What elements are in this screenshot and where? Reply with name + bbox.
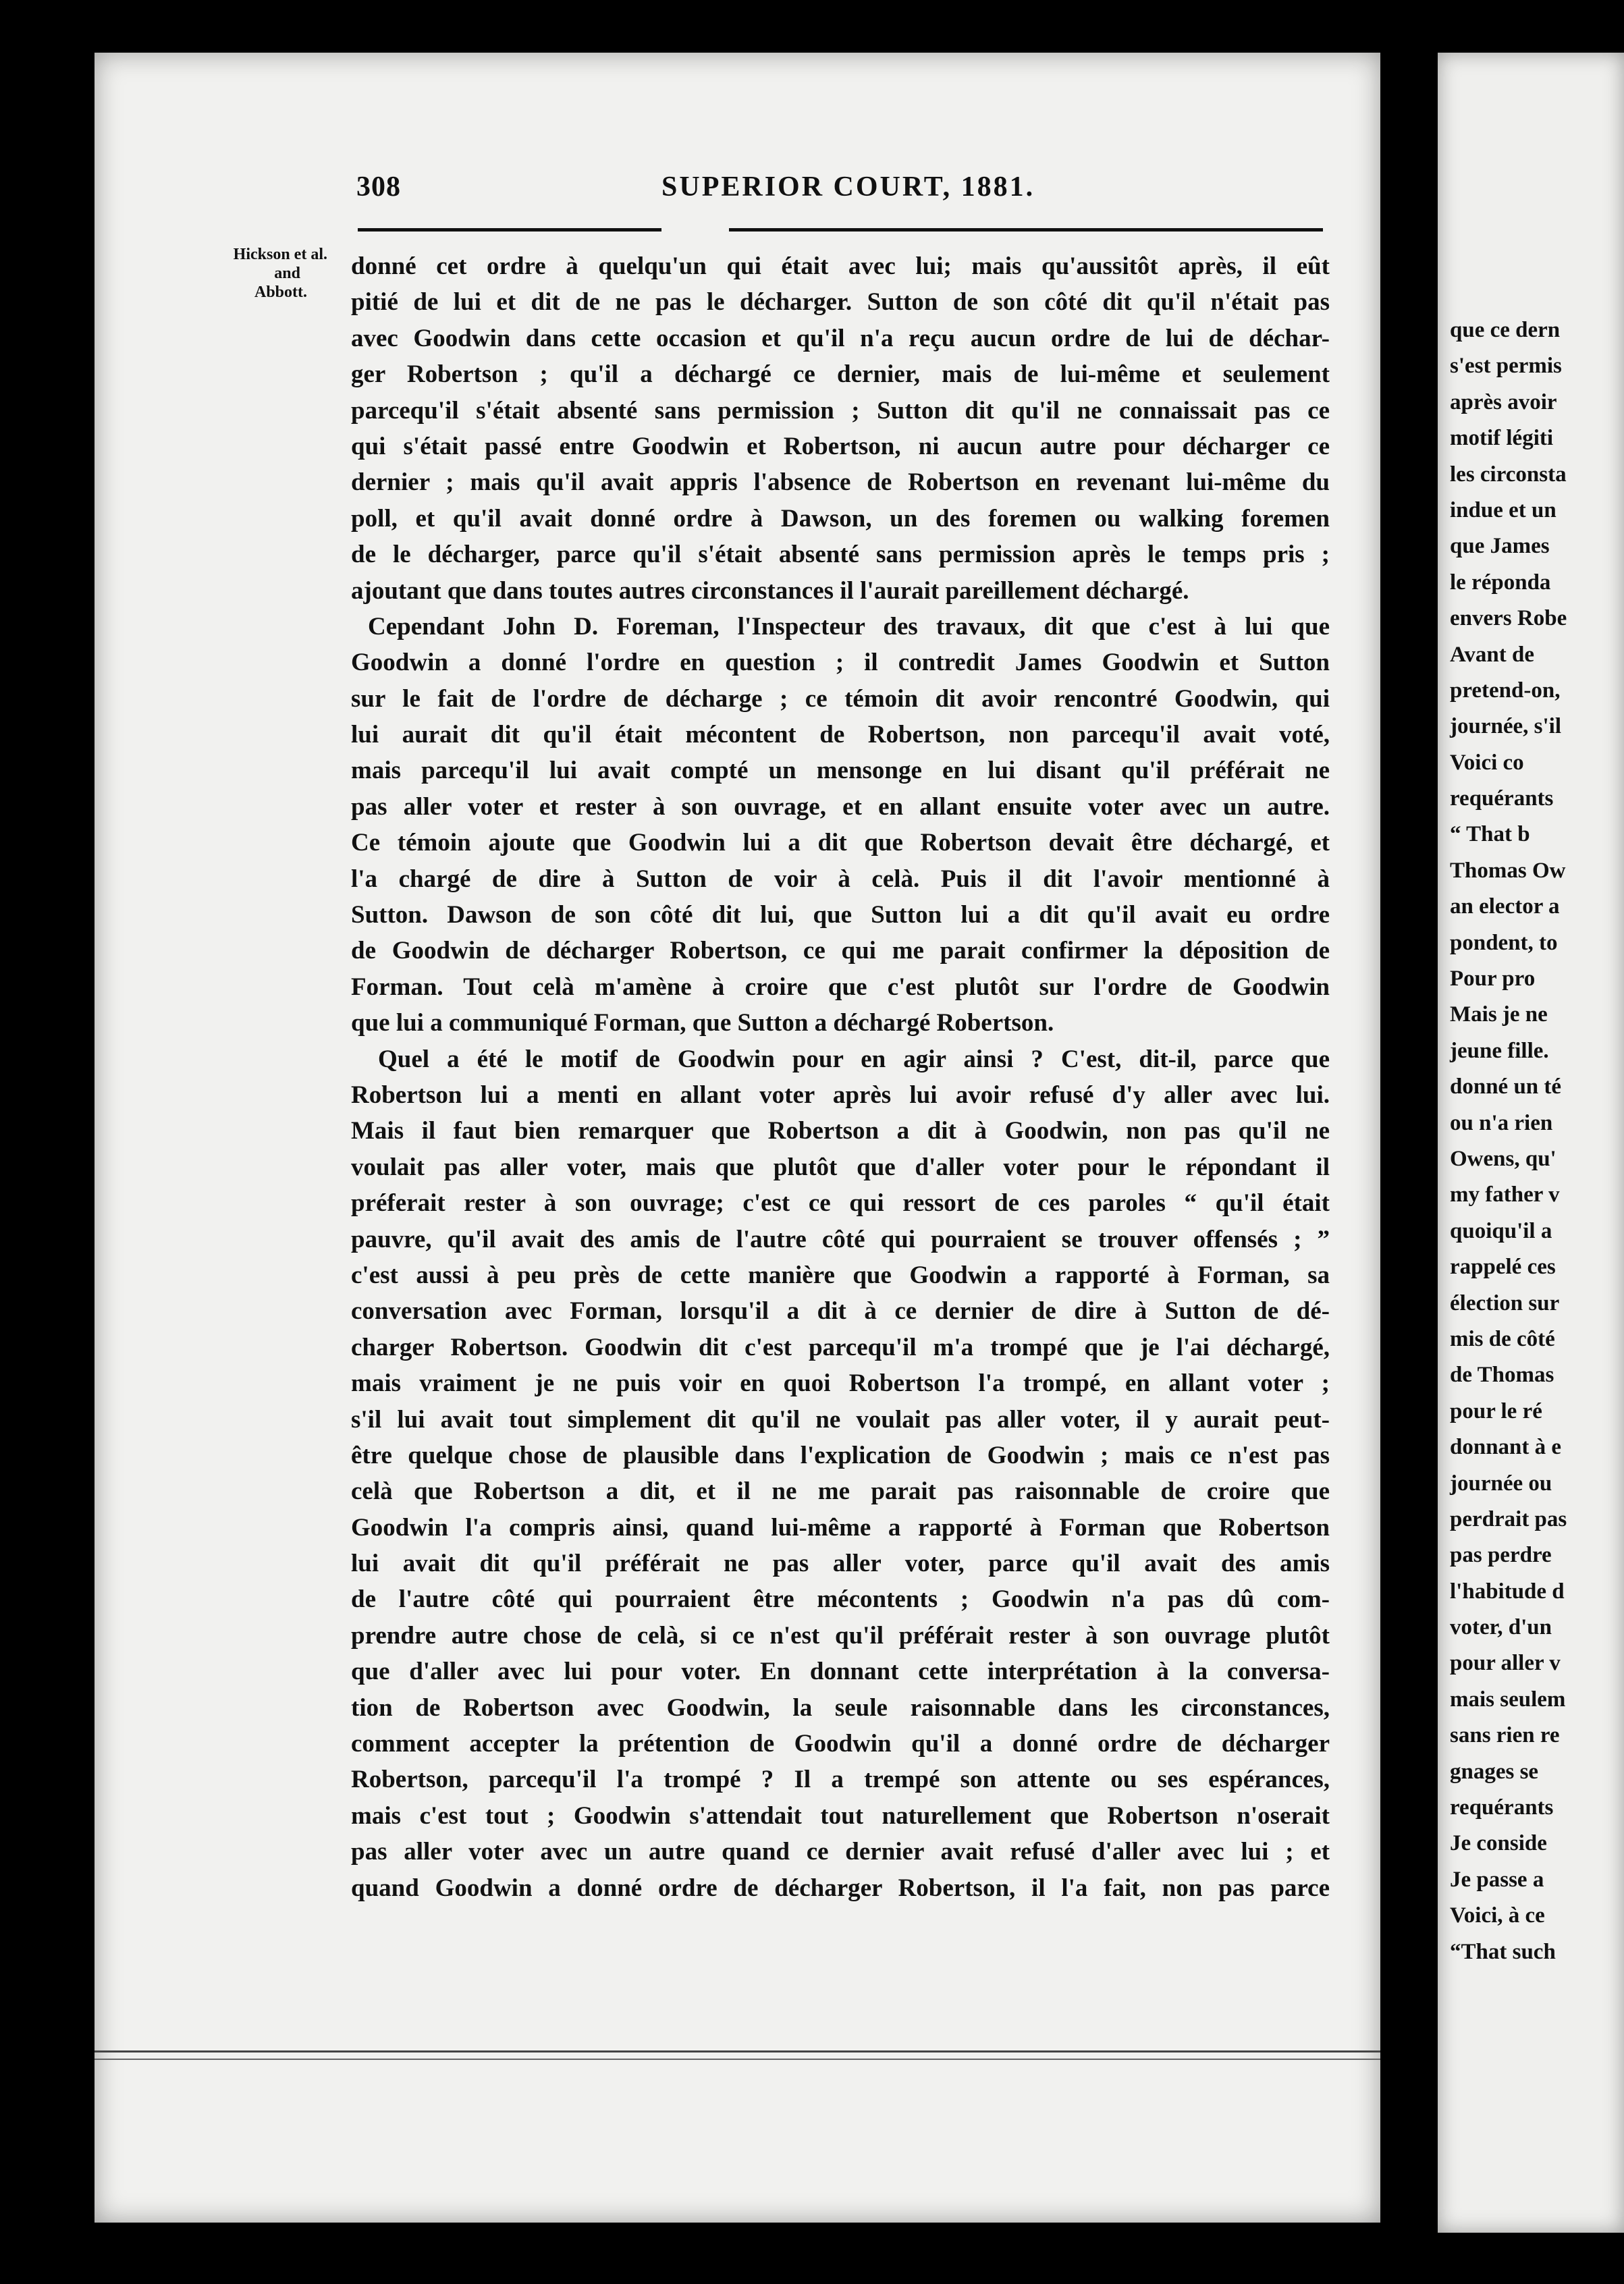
text-line: requérants <box>1450 786 1554 811</box>
text-line: dernier ; mais qu'il avait appris l'absence de Robertson en revenant lui-même du <box>351 468 1330 497</box>
text-line: lui avait dit qu'il préférait ne pas aller voter, parce qu'il avait des amis <box>351 1550 1330 1578</box>
text-line: gnages se <box>1450 1759 1539 1784</box>
text-line: tion de Robertson avec Goodwin, la seule raisonnable dans les circonstances, <box>351 1693 1330 1722</box>
text-line: pas perdre <box>1450 1543 1552 1568</box>
text-line: Je conside <box>1450 1831 1547 1856</box>
text-line: préferait rester à son ouvrage; c'est ce qui ressort de ces paroles “ qu'il était <box>351 1189 1330 1218</box>
text-line: qui s'était passé entre Goodwin et Robertson, ni aucun autre pour décharger ce <box>351 432 1330 460</box>
text-line: mis de côté <box>1450 1326 1555 1351</box>
left-page <box>94 53 1380 2223</box>
text-line: sur le fait de l'ordre de décharge ; ce témoin dit avoir rencontré Goodwin, qui <box>351 684 1330 713</box>
text-line: prendre autre chose de celà, si ce n'est qu'il préférait rester à son ouvrage plutôt <box>351 1621 1330 1650</box>
text-line: indue et un <box>1450 497 1557 522</box>
page-header <box>94 171 1380 218</box>
text-line: ger Robertson ; qu'il a déchargé ce dernier, mais de lui-même et seulement <box>351 360 1330 389</box>
text-line: élection sur <box>1450 1290 1560 1315</box>
page-number: 308 <box>356 171 401 202</box>
text-line: pour aller v <box>1450 1651 1561 1676</box>
sidenote-line: Hickson et al. <box>233 246 327 263</box>
text-line: que ce dern <box>1450 318 1561 342</box>
text-line: mais parcequ'il lui avait compté un mensonge en lui disant qu'il préférait ne <box>351 757 1330 785</box>
text-line: être quelque chose de plausible dans l'explication de Goodwin ; mais ce n'est pas <box>351 1441 1330 1469</box>
text-line: requérants <box>1450 1795 1554 1820</box>
text-line: de Thomas <box>1450 1363 1554 1388</box>
right-page-text <box>1438 312 1567 1970</box>
text-line: donnant à e <box>1450 1435 1562 1460</box>
text-line: Forman. Tout celà m'amène à croire que c'est plutôt sur l'ordre de Goodwin <box>351 973 1330 1001</box>
text-line: journée, s'il <box>1450 714 1561 739</box>
text-line: Goodwin l'a compris ainsi, quand lui-même a rapporté à Forman que Robertson <box>351 1513 1330 1542</box>
text-line: sans rien re <box>1450 1723 1560 1748</box>
text-line: pauvre, qu'il avait des amis de l'autre côté qui pourraient se trouver offensés ; ” <box>351 1225 1330 1253</box>
text-line: c'est aussi à peu près de cette manière que Goodwin a rapporté à Forman, sa <box>351 1261 1330 1289</box>
running-head: SUPERIOR COURT, 1881. <box>661 171 1035 202</box>
text-line: de le décharger, parce qu'il s'était absenté sans permission après le temps pris ; <box>351 541 1330 569</box>
text-line: poll, et qu'il avait donné ordre à Dawson, un des foremen ou walking foremen <box>351 504 1330 533</box>
text-line: Quel a été le motif de Goodwin pour en agir ainsi ? C'est, dit-il, parce que <box>378 1045 1330 1073</box>
text-line: Avant de <box>1450 642 1534 667</box>
right-page-fragment <box>1438 53 1624 2233</box>
text-line: s'il lui avait tout simplement dit qu'il ne voulait pas aller voter, il y aurait peut- <box>351 1405 1330 1434</box>
text-line: jeune fille. <box>1450 1038 1549 1063</box>
text-line: Goodwin a donné l'ordre en question ; il contredit James Goodwin et Sutton <box>351 649 1330 677</box>
case-sidenote <box>192 245 327 302</box>
text-line: s'est permis <box>1450 354 1562 379</box>
text-line: celà que Robertson a dit, et il ne me parait pas raisonnable de croire que <box>351 1477 1330 1506</box>
text-line: pondent, to <box>1450 930 1558 955</box>
text-line: Pour pro <box>1450 967 1536 991</box>
text-line: pour le ré <box>1450 1398 1542 1423</box>
text-line: Je passe a <box>1450 1867 1544 1892</box>
text-line: que James <box>1450 534 1550 559</box>
text-line: l'a chargé de dire à Sutton de voir à celà. Puis il dit l'avoir mentionné à <box>351 865 1330 893</box>
text-line: avec Goodwin dans cette occasion et qu'il n'a reçu aucun ordre de lui de déchar- <box>351 324 1330 352</box>
text-line: quoiqu'il a <box>1450 1218 1552 1243</box>
text-line: Cependant John D. Foreman, l'Inspecteur des travaux, dit que c'est à lui que <box>368 612 1330 641</box>
text-line: pitié de lui et dit de ne pas le décharger. Sutton de son côté dit qu'il n'était pas <box>351 288 1330 317</box>
text-line: ou n'a rien <box>1450 1110 1553 1135</box>
text-line: mais c'est tout ; Goodwin s'attendait tout naturellement que Robertson n'oserait <box>351 1801 1330 1830</box>
text-line: mais seulem <box>1450 1687 1566 1712</box>
text-line: comment accepter la prétention de Goodwin qu'il a donné ordre de décharger <box>351 1730 1330 1758</box>
header-rule-right <box>729 228 1323 232</box>
text-line: pretend-on, <box>1450 678 1561 703</box>
text-line: voter, d'un <box>1450 1615 1552 1640</box>
text-line: donné un té <box>1450 1075 1562 1099</box>
text-line: le réponda <box>1450 570 1551 595</box>
text-line: pas aller voter et rester à son ouvrage, et en allant ensuite voter avec un autre. <box>351 792 1330 821</box>
text-line: journée ou <box>1450 1471 1552 1496</box>
sidenote-line: Abbott. <box>254 283 307 301</box>
text-line: l'habitude d <box>1450 1579 1565 1604</box>
text-line: Owens, qu' <box>1450 1146 1557 1171</box>
text-line: an elector a <box>1450 894 1560 919</box>
text-line: my father v <box>1450 1182 1560 1207</box>
header-rule-left <box>358 228 661 232</box>
text-line: envers Robe <box>1450 606 1567 631</box>
body-text <box>351 248 1330 1906</box>
text-line: parcequ'il s'était absenté sans permission ; Sutton dit qu'il ne connaissait pas ce <box>351 396 1330 425</box>
text-line: Mais il faut bien remarquer que Robertson a dit à Goodwin, non pas qu'il ne <box>351 1117 1330 1145</box>
text-line: Voici, à ce <box>1450 1903 1545 1928</box>
text-line: quand Goodwin a donné ordre de décharger Robertson, il l'a fait, non pas parce <box>351 1874 1330 1902</box>
text-line: perdrait pas <box>1450 1506 1567 1531</box>
text-line: voulait pas aller voter, mais que plutôt que d'aller voter pour le répondant il <box>351 1153 1330 1181</box>
text-line: Robertson lui a menti en allant voter après lui avoir refusé d'y aller avec lui. <box>351 1081 1330 1109</box>
text-line: “That such <box>1450 1939 1556 1964</box>
text-line: mais vraiment je ne puis voir en quoi Robertson l'a trompé, en allant voter ; <box>351 1369 1330 1398</box>
text-line: conversation avec Forman, lorsqu'il a dit à ce dernier de dire à Sutton de dé- <box>351 1297 1330 1326</box>
text-line: que lui a communiqué Forman, que Sutton a déchargé Robertson. <box>351 1009 1054 1037</box>
text-line: Voici co <box>1450 750 1524 775</box>
text-line: de Goodwin de décharger Robertson, ce qui me parait confirmer la déposition de <box>351 937 1330 965</box>
text-line: motif légiti <box>1450 426 1554 451</box>
text-line: Mais je ne <box>1450 1002 1548 1027</box>
text-line: “ That b <box>1450 822 1530 847</box>
sidenote-line: and <box>274 265 300 282</box>
text-line: Ce témoin ajoute que Goodwin lui a dit que Robertson devait être déchargé, et <box>351 829 1330 857</box>
text-line: que d'aller avec lui pour voter. En donnant cette interprétation à la conversa- <box>351 1658 1330 1686</box>
text-line: Robertson, parcequ'il l'a trompé ? Il a trempé son attente ou ses espérances, <box>351 1766 1330 1794</box>
text-line: Sutton. Dawson de son côté dit lui, que Sutton lui a dit qu'il avait eu ordre <box>351 901 1330 929</box>
text-line: ajoutant que dans toutes autres circonstances il l'aurait pareillement déchargé. <box>351 576 1189 605</box>
text-line: donné cet ordre à quelqu'un qui était avec lui; mais qu'aussitôt après, il eût <box>351 252 1330 280</box>
text-line: les circonsta <box>1450 462 1567 487</box>
text-line: rappelé ces <box>1450 1255 1556 1280</box>
bottom-rule-secondary <box>94 2059 1380 2060</box>
bottom-rule <box>94 2050 1380 2052</box>
text-line: après avoir <box>1450 389 1557 414</box>
text-line: charger Robertson. Goodwin dit c'est parcequ'il m'a trompé que je l'ai déchargé, <box>351 1333 1330 1361</box>
text-line: Thomas Ow <box>1450 858 1566 883</box>
text-line: lui aurait dit qu'il était mécontent de Robertson, non parcequ'il avait voté, <box>351 721 1330 749</box>
text-line: pas aller voter avec un autre quand ce dernier avait refusé d'aller avec lui ; et <box>351 1838 1330 1866</box>
text-line: de l'autre côté qui pourraient être mécontents ; Goodwin n'a pas dû com- <box>351 1585 1330 1614</box>
